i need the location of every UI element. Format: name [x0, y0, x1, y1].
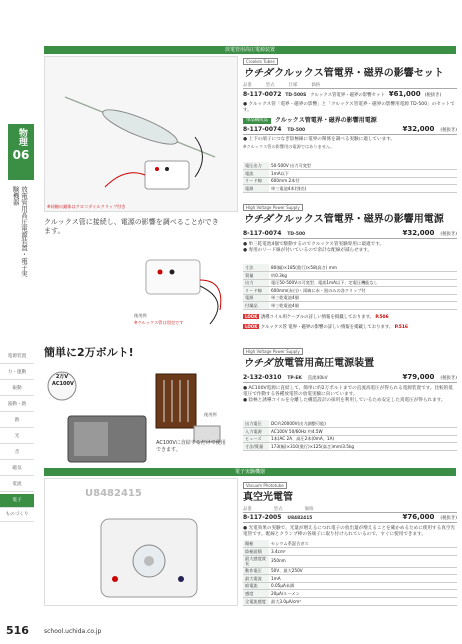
- voltage-badge-text: 2万V: [55, 374, 69, 380]
- table-header-1: [243, 83, 457, 90]
- section-header-power: 放電管用高圧電源装置: [44, 46, 456, 54]
- spec-row: [243, 272, 457, 280]
- spec-key: 質量: [243, 272, 269, 280]
- spec-key: 入力電源: [243, 428, 269, 436]
- footer-url[interactable]: school.uchida.co.jp: [44, 628, 102, 635]
- tax-label-3: (税抜き): [440, 375, 457, 381]
- spec-key: 出力電圧: [243, 420, 269, 428]
- bullet-3a: ● AC100V電源に直結して、簡単に約2万ボルトまでの直流高電圧が得られる電源装置です。比較的低電圧で作動する各種放電管の放電実験に向いています。: [243, 385, 453, 397]
- spec-row: [243, 287, 457, 295]
- photo-caption-1: ※同梱の錯体はクロコダイルクリップ付き: [47, 203, 126, 209]
- spec-row: [243, 302, 457, 310]
- sub-product-header: [243, 117, 457, 125]
- bullet-4a: ● 光電効果の実験で、光量が増えるにつれ電子の放出量が増えることを確かめるために使用する真空光電管です。配線とクランプ棒の各端子に取り付けられているので、すぐに使用できます。: [243, 526, 456, 538]
- link-text-2: クルックス管 電界・磁界の影響の詳しい情報を掲載しております。: [260, 325, 394, 330]
- product-photo-hv-supply: [44, 364, 238, 476]
- brand-logo-1: ウチダ: [243, 67, 273, 79]
- index-tab-8[interactable]: 電流: [0, 478, 34, 492]
- spec-key: 電源: [243, 185, 269, 193]
- spec-value: 約0.3kg: [269, 272, 457, 280]
- spec-table-3: [243, 420, 457, 451]
- spec-row: [243, 177, 457, 185]
- product-block-1: [243, 58, 457, 150]
- link-page-2: P.516: [394, 325, 408, 330]
- category-number: 06: [12, 148, 30, 162]
- bullet-text-1: クルックス管「電界・磁界の影響」と「クルックス管電界・磁界の影響用電源 TD-500」のセットです。: [243, 102, 455, 114]
- index-tab-9[interactable]: 電子: [0, 494, 34, 508]
- product-title-3: 放電管用高圧電源装置: [274, 357, 375, 369]
- spec-value: 50V、最大250V: [269, 567, 457, 575]
- product-photo-crookes-set: [44, 56, 238, 212]
- spec-value: 80(幅)×185(奥行)×58(高さ) mm: [269, 264, 457, 272]
- spec-key: 付属品: [243, 302, 269, 310]
- spec-key: 感度: [243, 590, 269, 598]
- spec-row: [243, 590, 457, 598]
- spec-key: 暗電流: [243, 582, 269, 590]
- sub-title: クルックス管電界・磁界の影響用電源: [274, 117, 377, 125]
- side-tab-column: [0, 0, 34, 644]
- photo-caption-2: 使用例: [134, 312, 147, 318]
- phototube-illustration: [45, 479, 239, 607]
- product-photo-power-supply: [130, 240, 234, 328]
- photo-caption-3: AC100Vに直結するだけで使用できます。: [156, 440, 226, 453]
- spec-value: 50-500V 出力可変型: [269, 162, 457, 170]
- product-price-4: ¥76,000: [402, 513, 435, 522]
- spec-key: 陰極面積: [243, 548, 269, 556]
- spec-row: [243, 567, 457, 575]
- spec-value: 20μA/ルーメン: [269, 590, 457, 598]
- price-row-2: [243, 229, 457, 239]
- spec-key: 動作電圧: [243, 567, 269, 575]
- product-block-2: [243, 204, 457, 254]
- tax-label-1: (税抜き): [424, 93, 442, 99]
- spec-key: 電源: [243, 294, 269, 302]
- spec-value: 173(幅)×310(奥行)×125(高さ)mm/3.5kg: [269, 443, 457, 451]
- tax-label-2: (税抜き): [440, 231, 457, 237]
- bullet-text-3b: 陰極と誘導コイルを分離した構造設計の採用を利用しているため安定した真電圧が得られます。: [248, 397, 446, 403]
- spec-key: リード線: [243, 177, 269, 185]
- bullet-2: ● 上下の端子につなぎ陰極線に電界の関係を調べる実験に適しています。: [243, 137, 396, 143]
- spec-value: 1本(AC 2A、高圧2本(0mA、1A): [269, 435, 457, 443]
- hdr-model: 型式: [265, 82, 275, 88]
- voltage-badge-text2: AC100V: [52, 380, 74, 387]
- brand-logo-2: ウチダ: [243, 213, 273, 225]
- spec-value: 3.4cm²: [269, 548, 457, 556]
- brand-tag-1: Crookes Tubes: [243, 58, 278, 65]
- spec-key: 寸法/質量: [243, 443, 269, 451]
- index-tab-0[interactable]: 電源装置: [0, 350, 34, 364]
- spec-row: [243, 428, 457, 436]
- category-caption: 放電管用高圧電源装置・電子実験機器: [11, 186, 28, 277]
- spec-value: 最大3.0μA/cm²: [269, 597, 457, 605]
- index-tab-6[interactable]: 音: [0, 446, 34, 460]
- brand-logo-3: ウチダ: [243, 357, 273, 369]
- section-header-electronics: 電子実験機器: [44, 468, 456, 476]
- product-model-4: U8482415: [287, 516, 313, 522]
- photo-caption-3b: 使用例: [204, 412, 217, 417]
- index-tab-4[interactable]: 熱: [0, 414, 34, 428]
- spec-key: ヒューズ: [243, 435, 269, 443]
- spec-value: AC100V 50/60Hz 約4.5W: [269, 428, 457, 436]
- link-page-1: P.506: [375, 315, 389, 320]
- bullet-2b: ● 専用のリード線が付いているので余計な配線が減らせます。: [243, 247, 372, 253]
- spec-value: 600mm(赤白)・両端に赤・黒のみの各クリップ付: [269, 287, 457, 295]
- spec-row: [243, 185, 457, 193]
- spec-table-2: [243, 264, 457, 310]
- brand-tag-2: High Voltage Power Supply: [243, 204, 303, 211]
- index-tab-10[interactable]: ものづくり: [0, 508, 34, 522]
- spec-row: [243, 279, 457, 287]
- link-row-1[interactable]: [243, 314, 457, 321]
- spec-key: 最大電流: [243, 575, 269, 583]
- hdr4-model: 型式: [273, 506, 283, 512]
- spec-value: 600mm 2本付: [269, 177, 457, 185]
- hdr4-code: 品番: [243, 506, 252, 512]
- hdr-price: 価格: [311, 82, 321, 88]
- bullet-3b: ● 陰極と誘導コイルを分離した構造設計の採用を利用しているため安定した真電圧が得られます。: [243, 397, 446, 403]
- product-code-1: 8-117-0072: [243, 91, 282, 99]
- note-1: ※クルックス管の影響用の電源ではありません。: [243, 144, 335, 150]
- price-row-1: [243, 90, 457, 99]
- price-row-3: [243, 373, 457, 383]
- spec-row: [243, 170, 457, 178]
- product-block-3: [243, 348, 457, 404]
- index-tab-3[interactable]: 波動・熱: [0, 398, 34, 412]
- product-photo-phototube: [44, 478, 238, 606]
- spec-row: [243, 548, 457, 556]
- spec-row: [243, 294, 457, 302]
- spec-key: リード線: [243, 287, 269, 295]
- spec-value: 1mA以下: [269, 170, 457, 178]
- spec-key: 陽極: [243, 540, 269, 548]
- spec-row: [243, 582, 457, 590]
- product-desc-1: クルックス管電界・磁界の影響セット: [310, 93, 385, 99]
- product-title-1: クルックス管電界・磁界の影響セット: [274, 67, 444, 79]
- category-tab-physics: [8, 124, 34, 180]
- photo-id-label: U8482415: [85, 488, 142, 499]
- sub-price: ¥32,000: [402, 125, 435, 134]
- spec-row: [243, 575, 457, 583]
- brand-tag-3: High Voltage Power Supply: [243, 348, 303, 355]
- link-text-1: 誘導コイル用ケーブルの詳しい情報を掲載しております。: [260, 315, 374, 320]
- spec-value: 350nm: [269, 555, 457, 567]
- page-number: 516: [6, 624, 29, 637]
- spec-table-4: [243, 540, 457, 606]
- spec-row: [243, 597, 457, 605]
- category-label: 物理: [16, 128, 27, 146]
- voltage-badge: [52, 374, 72, 387]
- product-code-3: 2-132-0310: [243, 373, 282, 381]
- sub-model: TD-500: [287, 128, 306, 134]
- spec-key: 全電流感度: [243, 597, 269, 605]
- product-code-2: 8-117-0074: [243, 229, 282, 237]
- spec-table-1: [243, 162, 457, 193]
- bullet-text-4a: 光電効果の実験で、光量が増えるにつれ電子の放出量が増えることを確かめるために使用する真空光電管です。配線とクランプ棒の各端子に取り付けられているので、すぐに使用できます。: [243, 526, 456, 538]
- product-spec-3: 直流40kV: [307, 375, 328, 381]
- spec-value: 単三乾電池4個: [269, 294, 457, 302]
- spec-key: 出力: [243, 279, 269, 287]
- spec-row: [243, 435, 457, 443]
- bullet-text-3a: AC100V電源に直結して、簡単に約2万ボルトまでの直流高電圧が得られる電源装置です。比較的低電圧で作動する各種放電管の放電実験に向いています。: [243, 385, 453, 397]
- promo-headline: 簡単に2万ボルト!: [44, 346, 134, 359]
- spec-value: 1mA: [269, 575, 457, 583]
- look-tag-2: LOOK: [245, 324, 258, 329]
- sub-tax: (税抜き): [440, 128, 457, 134]
- spec-value: 単三電池4本(別売): [269, 185, 457, 193]
- look-tag-1: LOOK: [245, 314, 258, 319]
- product-model-1: TD-500S: [285, 93, 307, 99]
- index-tab-2[interactable]: 振動: [0, 382, 34, 396]
- index-tab-1[interactable]: 力・運動: [0, 366, 34, 380]
- spec-row: [243, 420, 457, 428]
- sub-price-row: [243, 125, 457, 135]
- spec-key: 最大感度波長: [243, 555, 269, 567]
- hdr-code: 品番: [243, 82, 252, 88]
- spec-row: [243, 443, 457, 451]
- price-row-4: [243, 513, 457, 523]
- tax-label-4: (税抜き): [440, 516, 457, 522]
- photo-caption-2b: ※クルックス管は別売です: [134, 319, 184, 325]
- product-price-1: ¥61,000: [388, 90, 421, 99]
- product-model-3: TP-EK: [287, 375, 302, 381]
- mid-caption: クルックス管に接続し、電源の影響を調べることができます。: [44, 218, 219, 236]
- product-price-2: ¥32,000: [402, 228, 435, 237]
- link-row-2[interactable]: [243, 324, 457, 331]
- spec-key: 寸法: [243, 264, 269, 272]
- hdr-spec: 仕様: [288, 82, 298, 88]
- spec-row: [243, 264, 457, 272]
- spec-value: 単三乾電池4個: [269, 302, 457, 310]
- spec-value: DC約20000V(出力調整可能): [269, 420, 457, 428]
- index-tab-7[interactable]: 磁気: [0, 462, 34, 476]
- sub-code: 8-117-0074: [243, 126, 282, 134]
- spec-row: [243, 162, 457, 170]
- product-price-3: ¥79,000: [402, 372, 435, 381]
- product-model-2: TD-500: [287, 231, 306, 237]
- spec-value: 0.05μA未満: [269, 582, 457, 590]
- spec-value: セシウム系混合ガス: [269, 540, 457, 548]
- bullet-text-2: 上下の端子につなぎ陰極線に電界の関係を調べる実験に適しています。: [248, 137, 396, 143]
- hdr4-price: 価格: [304, 506, 314, 512]
- crookes-set-illustration: [45, 57, 239, 213]
- bullet-text-2b: 専用のリード線が付いているので余計な配線が減らせます。: [248, 247, 372, 253]
- index-tab-5[interactable]: 光: [0, 430, 34, 444]
- spec-row: [243, 540, 457, 548]
- table-header-4: [243, 507, 457, 514]
- spec-key: 電圧出力: [243, 162, 269, 170]
- product-code-4: 8-117-2005: [243, 514, 282, 522]
- product-title-4: 真空光電管: [243, 491, 293, 503]
- spec-value: 電圧50-500Vの可変型、電流1mA以下、定電圧機能なし: [269, 279, 457, 287]
- bullet-2a: ● 単三乾電池4個で駆動するのでクルックス管実験専用に最適です。: [243, 241, 385, 247]
- bullet-text-2a: 単三乾電池4個で駆動するのでクルックス管実験専用に最適です。: [248, 241, 385, 247]
- product-title-2: クルックス管電界・磁界の影響用電源: [274, 213, 444, 225]
- sub-label: 単品構成品: [243, 118, 271, 124]
- spec-row: [243, 555, 457, 567]
- spec-key: 電流: [243, 170, 269, 178]
- product-block-4: [243, 482, 457, 538]
- brand-tag-4: Vacuum Phototube: [243, 482, 287, 489]
- bullet-1: ● クルックス管「電界・磁界の影響」と「クルックス管電界・磁界の影響用電源 TD-500」のセットです。: [243, 102, 455, 114]
